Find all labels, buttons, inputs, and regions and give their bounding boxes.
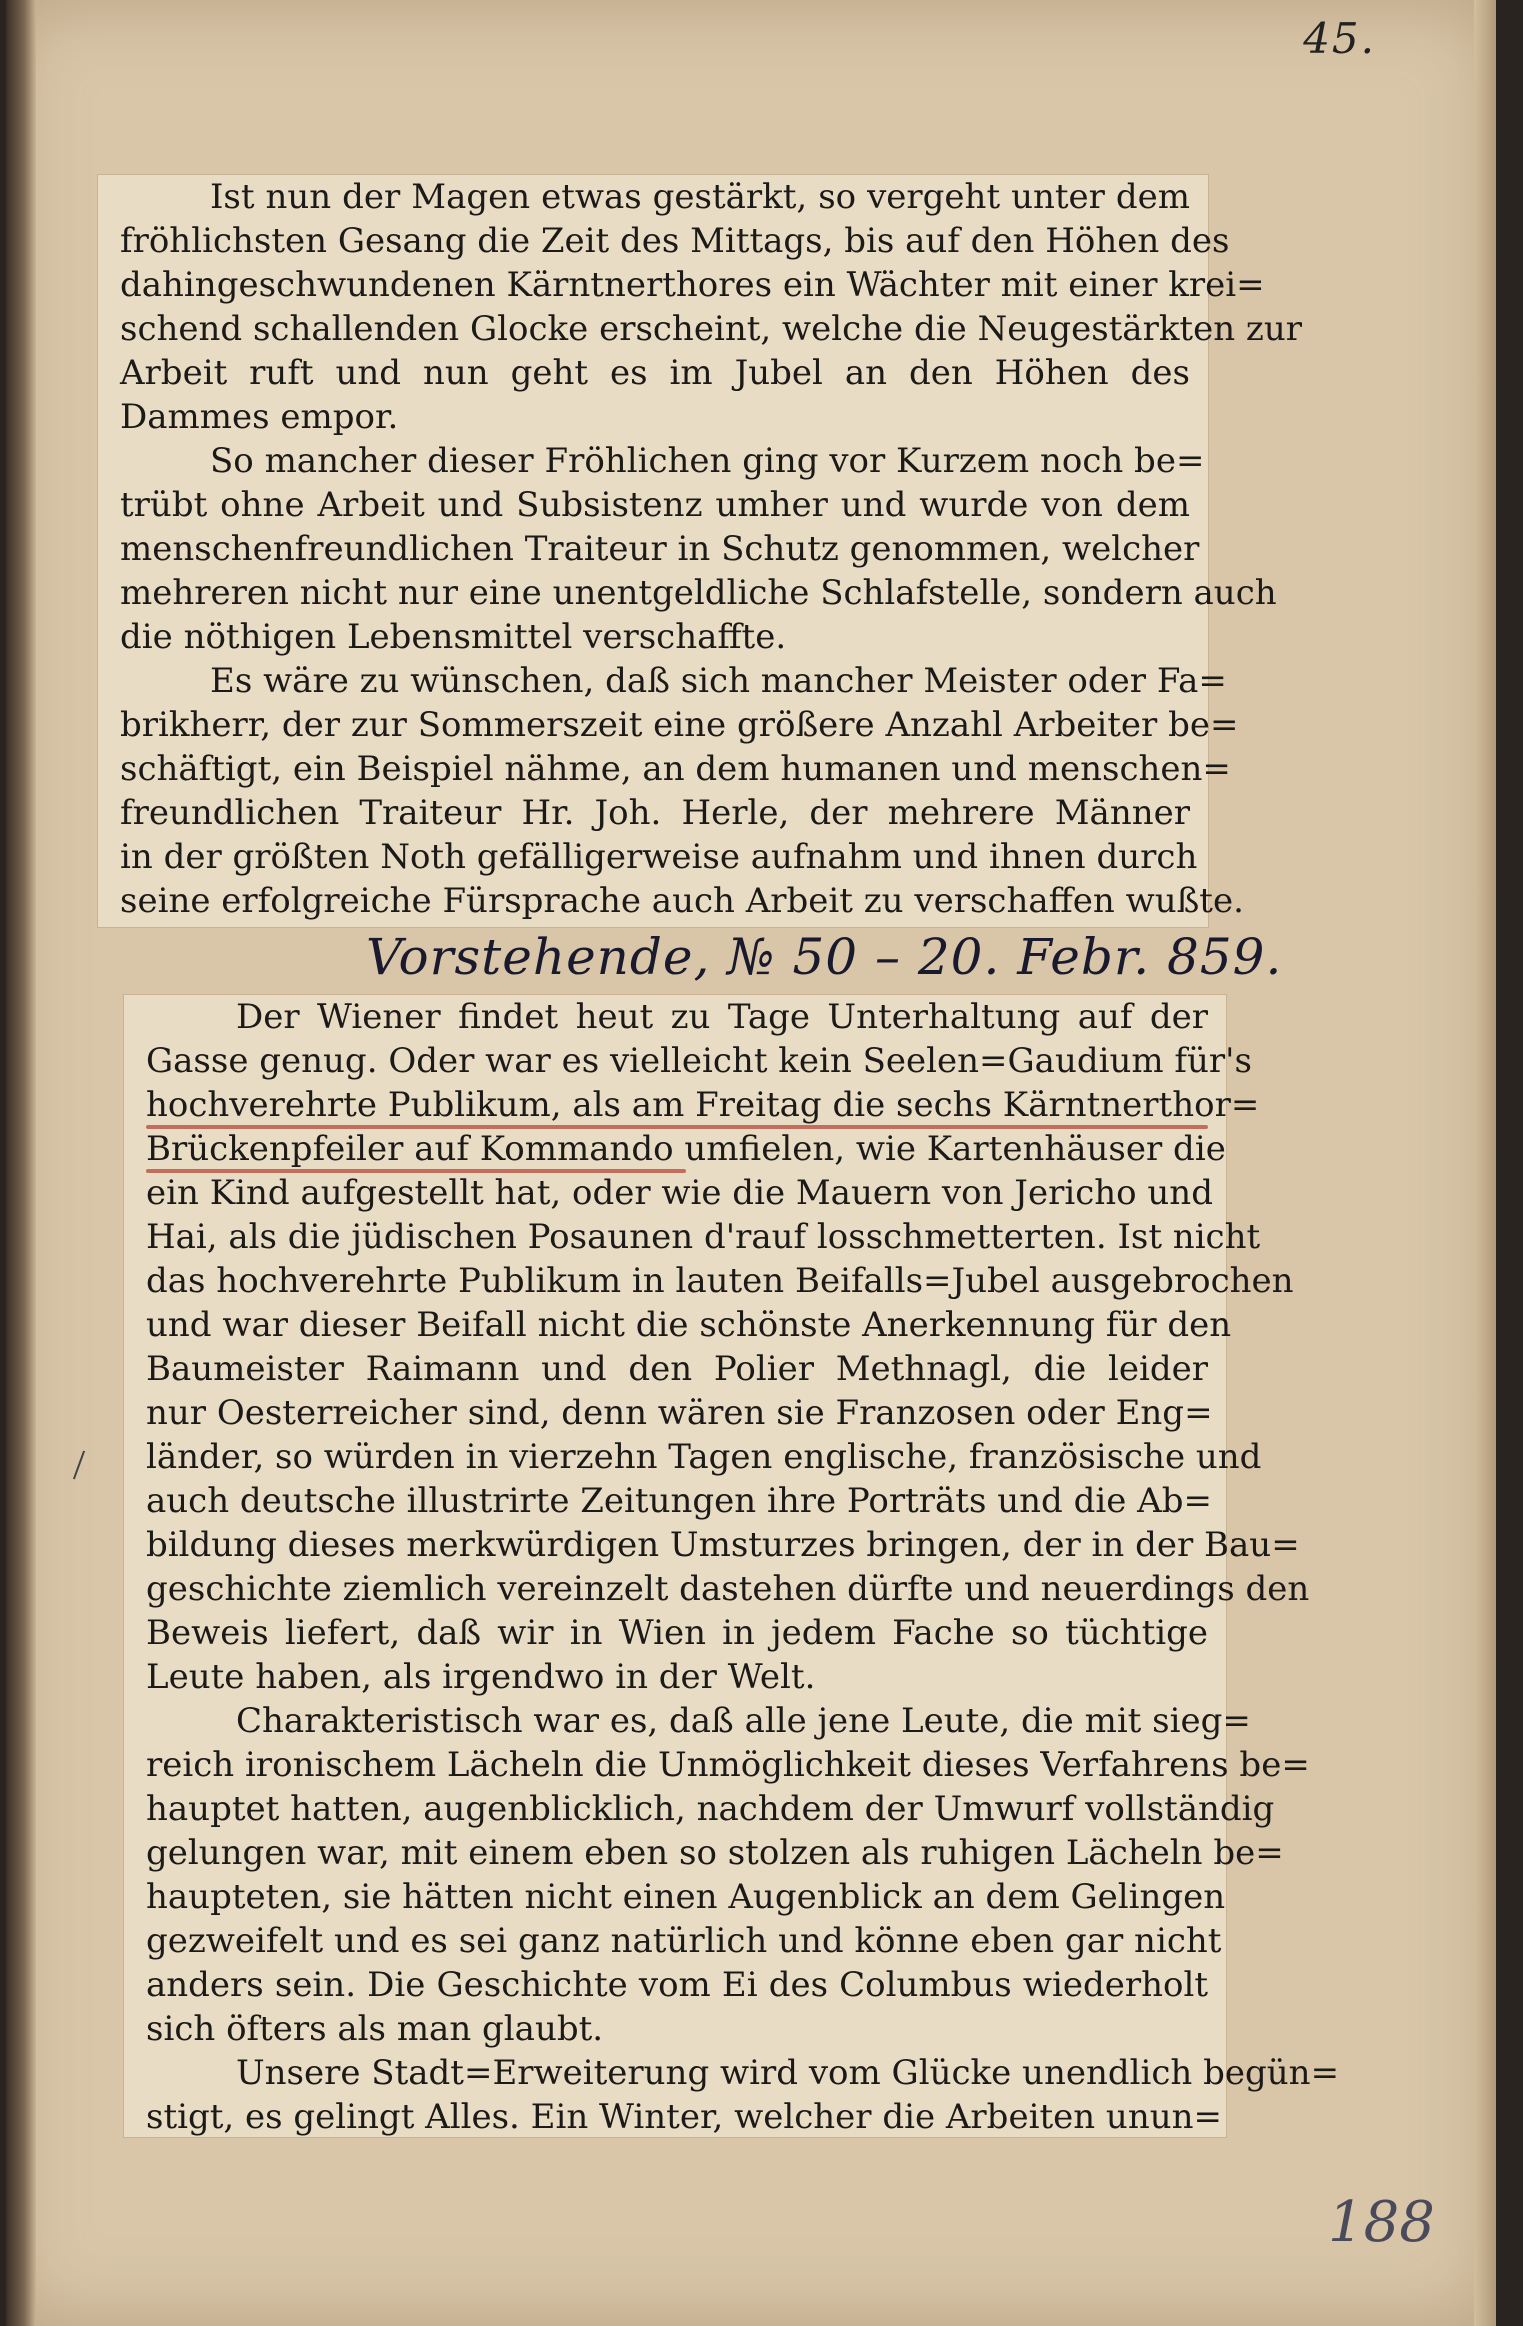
text-line: bildung dieses merkwürdigen Umsturzes bringen, der in der Bau= <box>146 1525 1300 1565</box>
text-line: das hochverehrte Publikum in lauten Beifalls=Jubel ausgebrochen <box>146 1261 1294 1301</box>
text-line: menschenfreundlichen Traiteur in Schutz genommen, welcher <box>120 529 1200 569</box>
text-line: Brückenpfeiler auf Kommando umfielen, wie Kartenhäuser die <box>146 1129 1226 1169</box>
text-line: länder, so würden in vierzehn Tagen englische, französische und <box>146 1437 1262 1477</box>
handwritten-annotation: Vorstehende, № 50 – 20. Febr. 859. <box>366 928 1283 986</box>
text-line: Ist nun der Magen etwas gestärkt, so vergeht unter dem <box>210 177 1190 217</box>
text-line: Baumeister Raimann und den Polier Methnagl, die leider <box>146 1349 1208 1389</box>
text-line: schäftigt, ein Beispiel nähme, an dem humanen und menschen= <box>120 749 1231 789</box>
text-line: reich ironischem Lächeln die Unmöglichkeit dieses Verfahrens be= <box>146 1745 1310 1785</box>
text-line: Es wäre zu wünschen, daß sich mancher Meister oder Fa= <box>210 661 1227 701</box>
text-line: Unsere Stadt=Erweiterung wird vom Glücke unendlich begün= <box>236 2053 1340 2093</box>
text-line: Charakteristisch war es, daß alle jene Leute, die mit sieg= <box>236 1701 1251 1741</box>
text-line: geschichte ziemlich vereinzelt dastehen dürfte und neuerdings den <box>146 1569 1310 1609</box>
text-line: Dammes empor. <box>120 397 399 437</box>
text-line: Hai, als die jüdischen Posaunen d'rauf losschmetterten. Ist nicht <box>146 1217 1261 1257</box>
pencil-mark <box>73 1451 85 1480</box>
text-line: mehreren nicht nur eine unentgeldliche Schlafstelle, sondern auch <box>120 573 1277 613</box>
text-line: Beweis liefert, daß wir in Wien in jedem Fache so tüchtige <box>146 1613 1208 1653</box>
text-line: seine erfolgreiche Fürsprache auch Arbeit zu verschaffen wußte. <box>120 881 1244 921</box>
text-line: Der Wiener findet heut zu Tage Unterhaltung auf der <box>236 997 1208 1037</box>
text-line: gezweifelt und es sei ganz natürlich und könne eben gar nicht <box>146 1921 1222 1961</box>
text-line: brikherr, der zur Sommerszeit eine größere Anzahl Arbeiter be= <box>120 705 1239 745</box>
text-line: und war dieser Beifall nicht die schönste Anerkennung für den <box>146 1305 1232 1345</box>
page-edge <box>1474 0 1496 2326</box>
newspaper-clipping-1 <box>98 175 1302 927</box>
text-line: hochverehrte Publikum, als am Freitag die sechs Kärntnerthor= <box>146 1085 1260 1125</box>
text-line: freundlichen Traiteur Hr. Joh. Herle, der mehrere Männer <box>120 793 1190 833</box>
text-line: fröhlichsten Gesang die Zeit des Mittags, bis auf den Höhen des <box>120 221 1230 261</box>
book-spine <box>6 0 36 2326</box>
archive-number: 188 <box>1328 2190 1435 2255</box>
text-line: stigt, es gelingt Alles. Ein Winter, welcher die Arbeiten unun= <box>146 2097 1223 2137</box>
red-pencil-underline <box>146 1125 1208 1129</box>
text-line: So mancher dieser Fröhlichen ging vor Kurzem noch be= <box>210 441 1205 481</box>
text-line: Arbeit ruft und nun geht es im Jubel an den Höhen des <box>120 353 1190 393</box>
text-line: auch deutsche illustrirte Zeitungen ihre Porträts und die Ab= <box>146 1481 1212 1521</box>
text-line: Leute haben, als irgendwo in der Welt. <box>146 1657 816 1697</box>
text-line: ein Kind aufgestellt hat, oder wie die Mauern von Jericho und <box>146 1173 1213 1213</box>
text-line: nur Oesterreicher sind, denn wären sie Franzosen oder Eng= <box>146 1393 1213 1433</box>
text-line: Gasse genug. Oder war es vielleicht kein Seelen=Gaudium für's <box>146 1041 1252 1081</box>
document-page <box>6 0 1496 2326</box>
text-line: hauptet hatten, augenblicklich, nachdem der Umwurf vollständig <box>146 1789 1275 1829</box>
red-pencil-underline <box>146 1169 686 1173</box>
text-line: sich öfters als man glaubt. <box>146 2009 604 2049</box>
text-line: die nöthigen Lebensmittel verschaffte. <box>120 617 787 657</box>
text-line: trübt ohne Arbeit und Subsistenz umher und wurde von dem <box>120 485 1190 525</box>
newspaper-clipping-2 <box>124 995 1340 2137</box>
page-number: 45. <box>1303 14 1376 63</box>
text-line: gelungen war, mit einem eben so stolzen als ruhigen Lächeln be= <box>146 1833 1284 1873</box>
text-line: dahingeschwundenen Kärntnerthores ein Wächter mit einer krei= <box>120 265 1265 305</box>
text-line: anders sein. Die Geschichte vom Ei des Columbus wiederholt <box>146 1965 1208 2005</box>
text-line: in der größten Noth gefälligerweise aufnahm und ihnen durch <box>120 837 1198 877</box>
text-line: schend schallenden Glocke erscheint, welche die Neugestärkten zur <box>120 309 1302 349</box>
text-line: haupteten, sie hätten nicht einen Augenblick an dem Gelingen <box>146 1877 1226 1917</box>
